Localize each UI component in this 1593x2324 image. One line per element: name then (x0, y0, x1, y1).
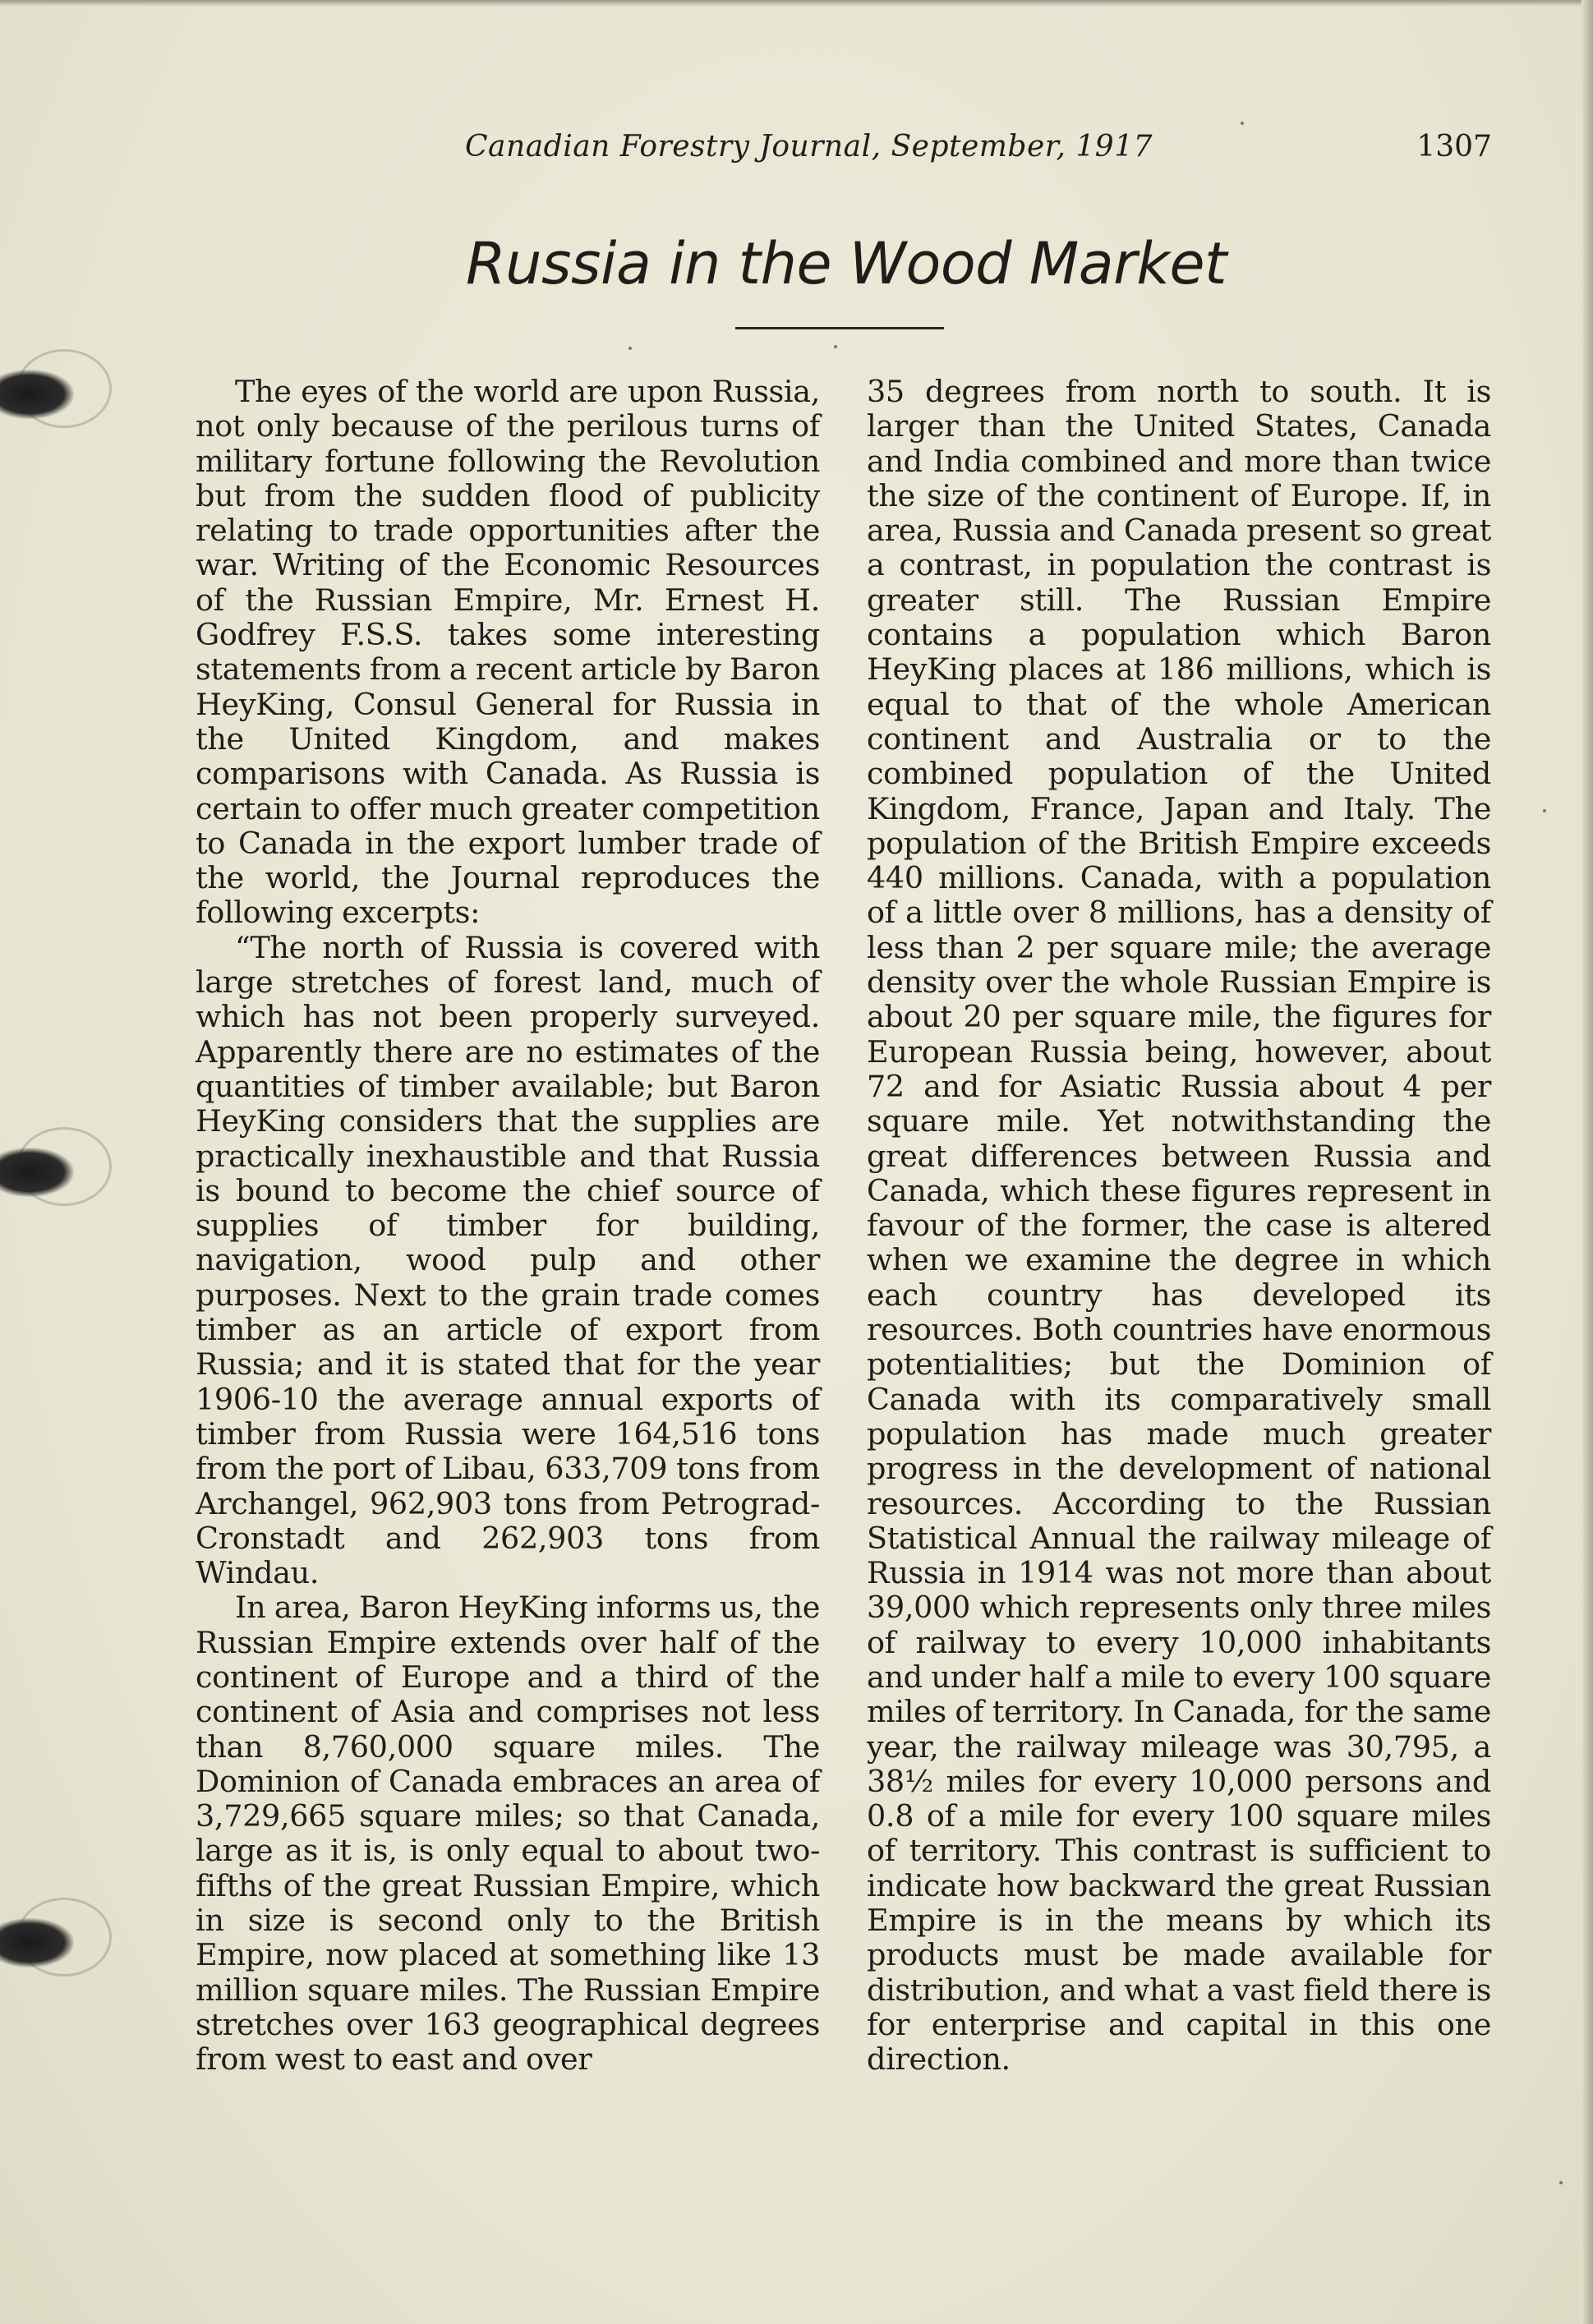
paragraph: 35 degrees from north to south. It is larger than the United States, Canada and India combined and more than twice the size of the continent of Europe. If, in area, Russia and Canada present so great a contrast, in population the contrast is greater still. The Russian Empire contains a population which Baron HeyKing places at 186 millions, which is equal to that of the whole American continent and Australia or to the combined population of the United Kingdom, France, Japan and Italy. The population of the British Empire exceeds 440 millions. Canada, with a population of a little over 8 millions, has a density of less than 2 per square mile; the average density over the whole Russian Empire is about 20 per square mile, the figures for European Russia being, however, about 72 and for Asiatic Russia about 4 per square mile. Yet notwithstanding the great differences between Russia and Canada, which these figures represent in favour of the former, the case is altered when we examine the degree in which each country has developed its resources. Both countries have enormous potentialities; but the Dominion of Canada with its comparatively small population has made much greater progress in the development of national resources. According to the Russian Statistical Annual the railway mileage of Russia in 1914 was not more than about 39,000 which represents only three miles of railway to every 10,000 inhabitants and under half a mile to every 100 square miles of territory. In Canada, for the same year, the railway mileage was 30,795, a 38½ miles for every 10,000 persons and 0.8 of a mile for every 100 square miles of territory. This contrast is sufficient to indicate how backward the great Russian Empire is in the means by which its products must be made available for distribution, and what a vast field there is for enterprise and capital in this one direction. (867, 374, 1491, 2078)
paper-speck (1241, 122, 1244, 125)
paragraph: In area, Baron HeyKing informs us, the Russian Empire extends over half of the continent of Europe and a third of the continent of Asia and comprises not less than 8,760,000 square miles. The Dominion of Canada embraces an area of 3,729,665 square miles; so that Canada, large as it is, is only equal to about two-fifths of the great Russian Empire, which in size is second only to the British Empire, now placed at something like 13 million square miles. The Russian Empire stretches over 163 geographical degrees from west to east and over (196, 1590, 820, 2078)
paper-speck (1559, 2181, 1563, 2184)
paper-speck (628, 347, 632, 350)
binding-hole-middle (0, 1148, 74, 1197)
title-rule (735, 327, 944, 329)
page-right-edge (1581, 0, 1593, 2324)
article-title: Russia in the Wood Market (466, 230, 1227, 297)
paper-speck (1543, 809, 1546, 812)
binding-hole-top (0, 370, 74, 419)
running-header (465, 130, 1492, 171)
journal-running-title: Canadian Forestry Journal, September, 1917 (465, 130, 1153, 163)
binding-hole-bottom (0, 1918, 74, 1967)
page-number: 1307 (1416, 130, 1492, 163)
right-column (867, 375, 1491, 2078)
paragraph: The eyes of the world are upon Russia, not only because of the perilous turns of military fortune following the Revolution but from the sudden flood of publicity relating to trade opportunities after the war. Writing of the Economic Resources of the Russian Empire, Mr. Ernest H. Godfrey F.S.S. takes some interesting statements from a recent article by Baron HeyKing, Consul General for Russia in the United Kingdom, and makes comparisons with Canada. As Russia is certain to offer much greater competition to Canada in the export lumber trade of the world, the Journal reproduces the following excerpts: (196, 374, 820, 931)
page-top-edge (0, 0, 1593, 7)
paper-speck (834, 345, 837, 348)
paragraph: “The north of Russia is covered with large stretches of forest land, much of which has not been properly surveyed. Apparently there are no estimates of the quantities of timber available; but Baron HeyKing considers that the supplies are practically inexhaustible and that Russia is bound to become the chief source of supplies of timber for building, navigation, wood pulp and other purposes. Next to the grain trade comes timber as an article of export from Russia; and it is stated that for the year 1906-10 the average annual exports of timber from Russia were 164,516 tons from the port of Libau, 633,709 tons from Archangel, 962,903 tons from Petrograd-Cronstadt and 262,903 tons from Windau. (196, 929, 820, 1591)
left-column (196, 375, 820, 2078)
